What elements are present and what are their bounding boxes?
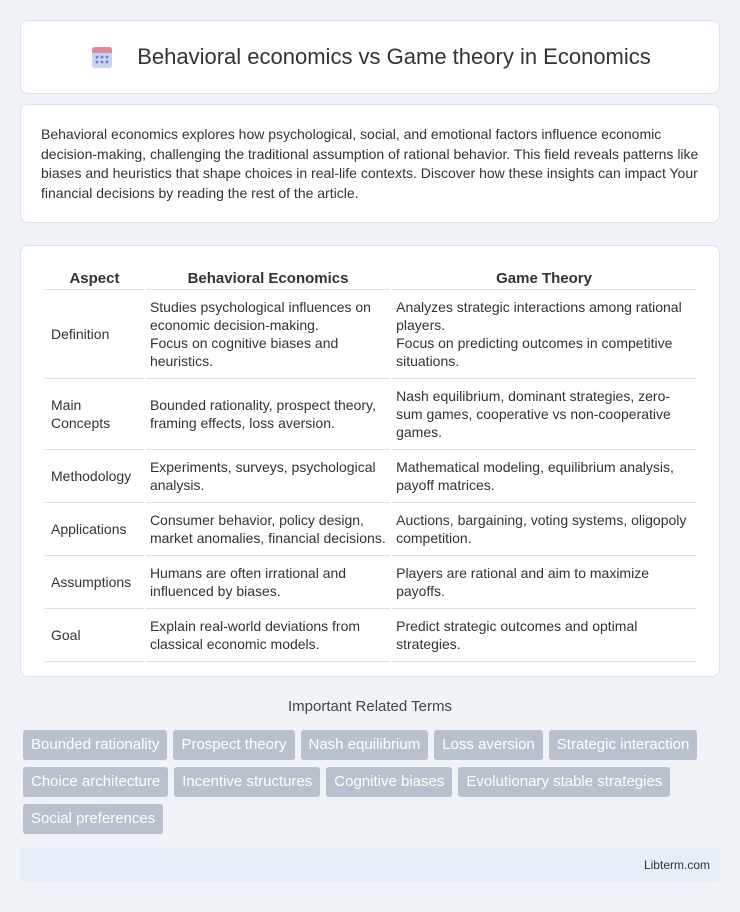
row-aspect: Goal [45, 609, 144, 662]
intro-card [20, 104, 720, 223]
page-title: Behavioral economics vs Game theory in Economics [137, 44, 651, 69]
row-game: Analyzes strategic interactions among rational players. Focus on predicting outcomes in competitive situations. [392, 290, 696, 379]
row-aspect: Main Concepts [45, 379, 144, 450]
related-term-tag[interactable]: Choice architecture [23, 767, 168, 797]
table-row [45, 503, 696, 556]
header-card [20, 20, 720, 94]
related-term-tag[interactable]: Incentive structures [174, 767, 320, 797]
row-behavioral: Explain real-world deviations from classical economic models. [146, 609, 390, 662]
related-terms-list [23, 730, 723, 841]
footer-site-link[interactable]: Libterm.com [643, 858, 710, 872]
row-aspect: Methodology [45, 450, 144, 503]
related-term-tag[interactable]: Loss aversion [434, 730, 543, 760]
row-aspect: Definition [45, 290, 144, 379]
related-term-tag[interactable]: Prospect theory [173, 730, 294, 760]
related-term-tag[interactable]: Evolutionary stable strategies [458, 767, 670, 797]
table-row [45, 290, 696, 379]
footer [20, 848, 720, 882]
column-header-game: Game Theory [392, 264, 696, 290]
row-behavioral: Humans are often irrational and influenced by biases. [146, 556, 390, 609]
related-term-tag[interactable]: Nash equilibrium [301, 730, 429, 760]
related-term-tag[interactable]: Bounded rationality [23, 730, 167, 760]
table-row [45, 379, 696, 450]
table-row [45, 450, 696, 503]
row-behavioral: Consumer behavior, policy design, market anomalies, financial decisions. [146, 503, 390, 556]
comparison-table [43, 264, 698, 662]
related-term-tag[interactable]: Cognitive biases [326, 767, 452, 797]
row-behavioral: Experiments, surveys, psychological analysis. [146, 450, 390, 503]
row-game: Players are rational and aim to maximize payoffs. [392, 556, 696, 609]
row-game: Predict strategic outcomes and optimal strategies. [392, 609, 696, 662]
row-behavioral: Bounded rationality, prospect theory, framing effects, loss aversion. [146, 379, 390, 450]
related-terms-title: Important Related Terms [288, 698, 452, 715]
row-game: Auctions, bargaining, voting systems, oligopoly competition. [392, 503, 696, 556]
row-game: Mathematical modeling, equilibrium analysis, payoff matrices. [392, 450, 696, 503]
table-header-row [45, 264, 696, 290]
row-aspect: Assumptions [45, 556, 144, 609]
table-row [45, 609, 696, 662]
related-term-tag[interactable]: Strategic interaction [549, 730, 698, 760]
table-row [45, 556, 696, 609]
comparison-table-card [20, 245, 720, 677]
column-header-behavioral: Behavioral Economics [146, 264, 390, 290]
calendar-grid-icon [89, 44, 115, 70]
column-header-aspect: Aspect [45, 264, 144, 290]
intro-text: Behavioral economics explores how psychological, social, and emotional factors influence economic decision-making, challenging the traditional assumption of rational behavior. This field reveals patterns like biases and heuristics that shape choices in real-life contexts. Discover how these insights can impact Your financial decisions by reading the rest of the article. [41, 126, 699, 201]
row-game: Nash equilibrium, dominant strategies, zero-sum games, cooperative vs non-cooperative games. [392, 379, 696, 450]
row-aspect: Applications [45, 503, 144, 556]
related-term-tag[interactable]: Social preferences [23, 804, 163, 834]
row-behavioral: Studies psychological influences on economic decision-making. Focus on cognitive biases and heuristics. [146, 290, 390, 379]
